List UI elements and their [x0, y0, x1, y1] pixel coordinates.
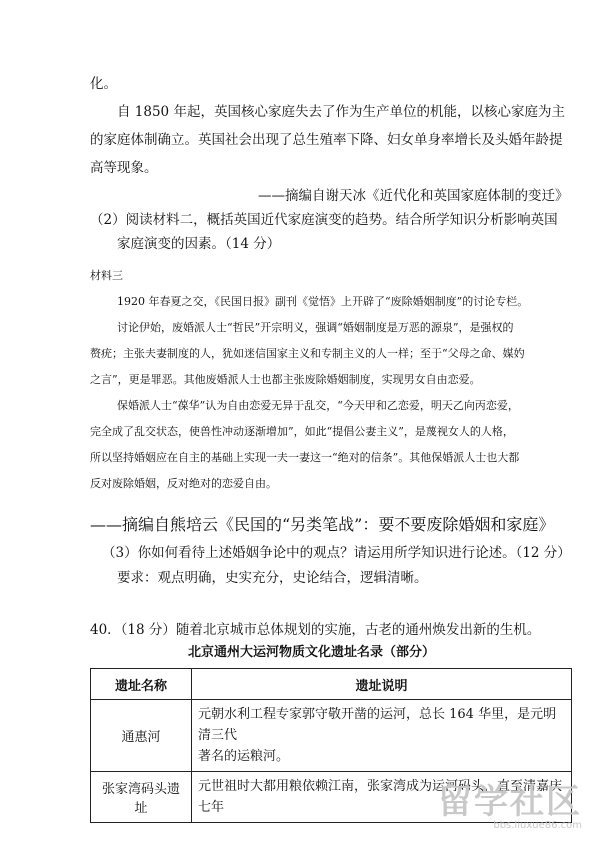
- text-line: 1920 年春夏之交，《民国日报》副刊《觉悟》上开辟了“废除婚姻制度”的讨论专栏。: [117, 295, 529, 308]
- text-line: 自 1850 年起，英国核心家庭失去了作为生产单位的机能，以核心家庭为主: [117, 104, 565, 120]
- column-header: 遗址名称: [91, 669, 192, 700]
- table-header-row: [91, 669, 572, 700]
- text-line: 之言”，更是罪恶。其他废婚派人士也都主张废除婚姻制度，实现男女自由恋爱。: [90, 373, 481, 386]
- description-line: 元朝水利工程专家郭守敬开凿的运河，总长 164 华里，是元明清三代: [198, 707, 557, 743]
- citation: ——摘编自谢天冰《近代化和英国家庭体制的变迁》: [258, 188, 569, 204]
- requirements: 要求：观点明确，史实充分，史论结合，逻辑清晰。: [117, 570, 428, 586]
- text-line: 所以坚持婚姻应在自主的基础上实现一夫一妻这一“绝对的信条”。其他保婚派人士也大都: [90, 451, 520, 464]
- site-name: 张家湾码头遗址: [91, 772, 192, 823]
- text-line: 完全成了乱交状态，使兽性冲动逐渐增加”，如此“提倡公妻主义”，是蔑视女人的人格，: [90, 425, 514, 438]
- text-line: 赘疣；主张夫妻制度的人，犹如迷信国家主义和专制主义的人一样；至于“父母之命、媒妁: [90, 347, 525, 360]
- question-2: （2）阅读材料二，概括英国近代家庭演变的趋势。结合所学知识分析影响英国: [90, 212, 558, 228]
- question-3: （3）你如何看待上述婚姻争论中的观点？请运用所学知识进行论述。（12 分）: [102, 545, 571, 561]
- text-line: 化。: [90, 76, 117, 92]
- column-header: 遗址说明: [192, 669, 572, 700]
- watermark: [422, 784, 582, 834]
- text-line: 讨论伊始，废婚派人士“哲民”开宗明义，强调“婚姻制度是万恶的源泉”，是强权的: [117, 321, 514, 334]
- table-row: [91, 700, 572, 772]
- site-name: 通惠河: [91, 700, 192, 772]
- watermark-logo: 留学社区: [438, 782, 582, 822]
- text-line: 反对废除婚姻，反对绝对的恋爱自由。: [90, 477, 277, 490]
- material-heading: 材料三: [90, 269, 123, 282]
- text-line: 的家庭体制确立。英国社会出现了总生殖率下降、妇女单身率增长及头婚年龄提: [90, 132, 563, 148]
- watermark-url: bbs.liuxue86.com: [493, 820, 582, 831]
- question-40: 40．（18 分）随着北京城市总体规划的实施，古老的通州焕发出新的生机。: [90, 622, 541, 638]
- description-line: 元世祖时大都用粮依赖江南，张家湾成为运河码头，直至清嘉庆七年: [198, 779, 563, 815]
- question-2-cont: 家庭演变的因素。（14 分）: [117, 236, 281, 252]
- description-line: 著名的运粮河。: [198, 749, 290, 764]
- citation: ——摘编自熊培云《民国的“另类笔战”：要不要废除婚姻和家庭》: [90, 515, 555, 534]
- site-description: [192, 700, 572, 772]
- text-line: 保婚派人士“葆华”认为自由恋爱无异于乱交，“今天甲和乙恋爱，明天乙向丙恋爱，: [117, 399, 519, 412]
- text-line: 高等现象。: [90, 160, 158, 176]
- table-title: 北京通州大运河物质文化遗址名录（部分）: [188, 645, 436, 660]
